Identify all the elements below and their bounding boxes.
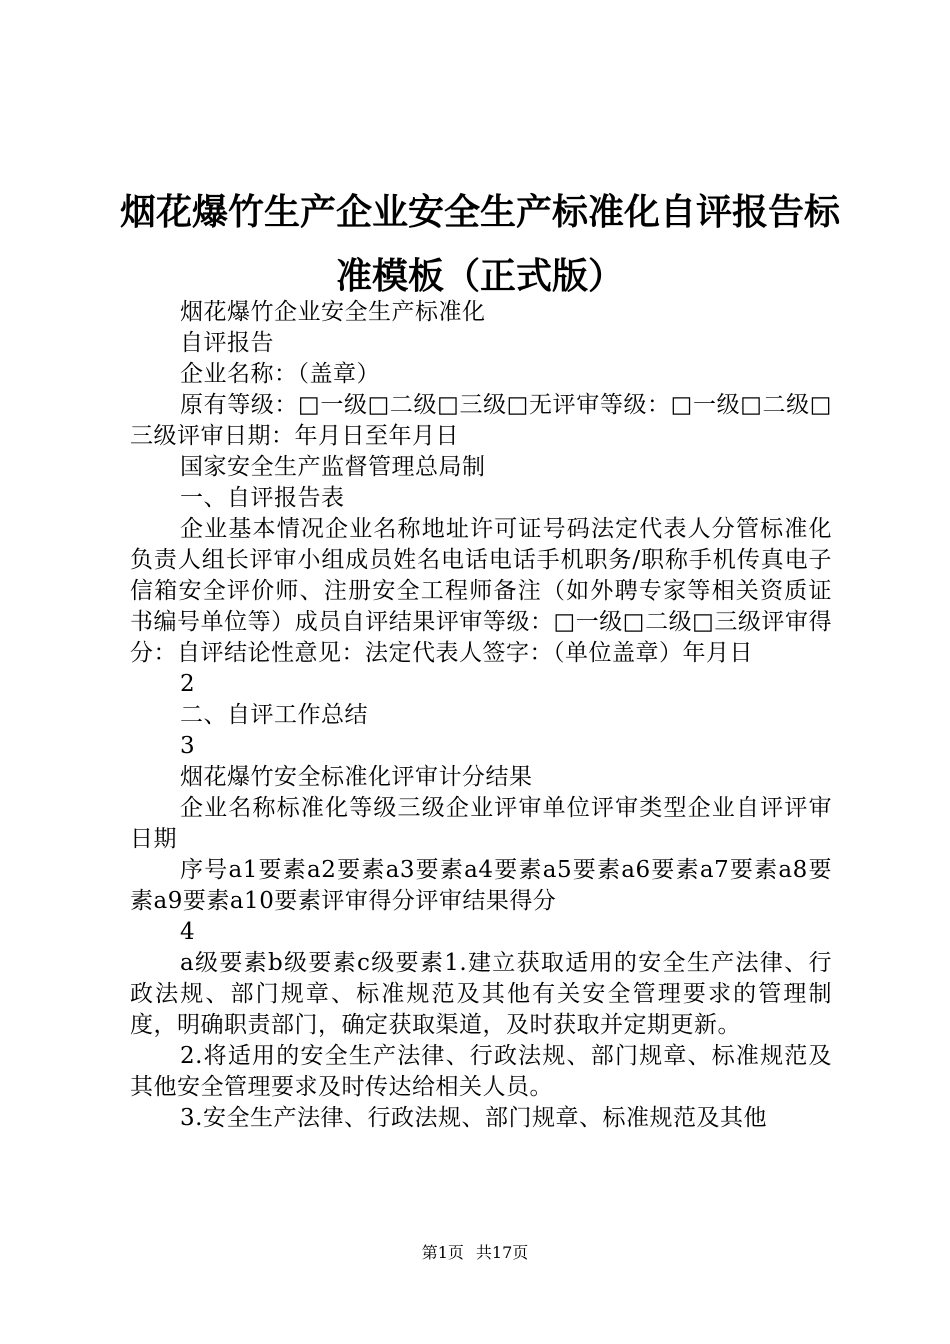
- paragraph: 2.将适用的安全生产法律、行政法规、部门规章、标准规范及其他安全管理要求及时传达给相关人员。: [130, 1043, 832, 1100]
- paragraph: a级要素b级要素c级要素1.建立获取适用的安全生产法律、行政法规、部门规章、标准规范及其他有关安全管理要求的管理制度，明确职责部门，确定获取渠道，及时获取并定期更新。: [130, 950, 832, 1038]
- paragraph: 序号a1要素a2要素a3要素a4要素a5要素a6要素a7要素a8要素a9要素a10要素评审得分评审结果得分: [130, 857, 832, 914]
- paragraph: 3: [180, 733, 196, 759]
- paragraph: 2: [180, 671, 196, 697]
- paragraph: 国家安全生产监督管理总局制: [180, 454, 486, 480]
- paragraph: 4: [180, 919, 196, 945]
- paragraph: 企业基本情况企业名称地址许可证号码法定代表人分管标准化负责人组长评审小组成员姓名电话电话手机职务/职称手机传真电子信箱安全评价师、注册安全工程师备注（如外聘专家等相关资质证书编号单位等）成员自评结果评审等级：□一级□二级□三级评审得分：自评结论性意见：法定代表人签字：（单位盖章）年月日: [130, 516, 832, 666]
- paragraph: 企业名称：（盖章）: [180, 361, 380, 387]
- paragraph: 企业名称标准化等级三级企业评审单位评审类型企业自评评审日期: [130, 795, 832, 852]
- paragraph: 一、自评报告表: [180, 485, 345, 511]
- paragraph: 3.安全生产法律、行政法规、部门规章、标准规范及其他: [180, 1105, 767, 1131]
- paragraph: 自评报告: [180, 330, 274, 356]
- paragraph: 原有等级：□一级□二级□三级□无评审等级：□一级□二级□三级评审日期：年月日至年月日: [130, 392, 832, 449]
- paragraph: 二、自评工作总结: [180, 702, 368, 728]
- document-title: 烟花爆竹生产企业安全生产标准化自评报告标准模板（正式版）: [120, 191, 841, 297]
- page-number: 第1页: [421, 1243, 464, 1262]
- document-body: [130, 297, 832, 1134]
- page-total: 共17页: [475, 1243, 529, 1262]
- paragraph: 烟花爆竹安全标准化评审计分结果: [180, 764, 533, 790]
- paragraph: 烟花爆竹企业安全生产标准化: [180, 299, 486, 325]
- page-footer: [0, 1243, 950, 1263]
